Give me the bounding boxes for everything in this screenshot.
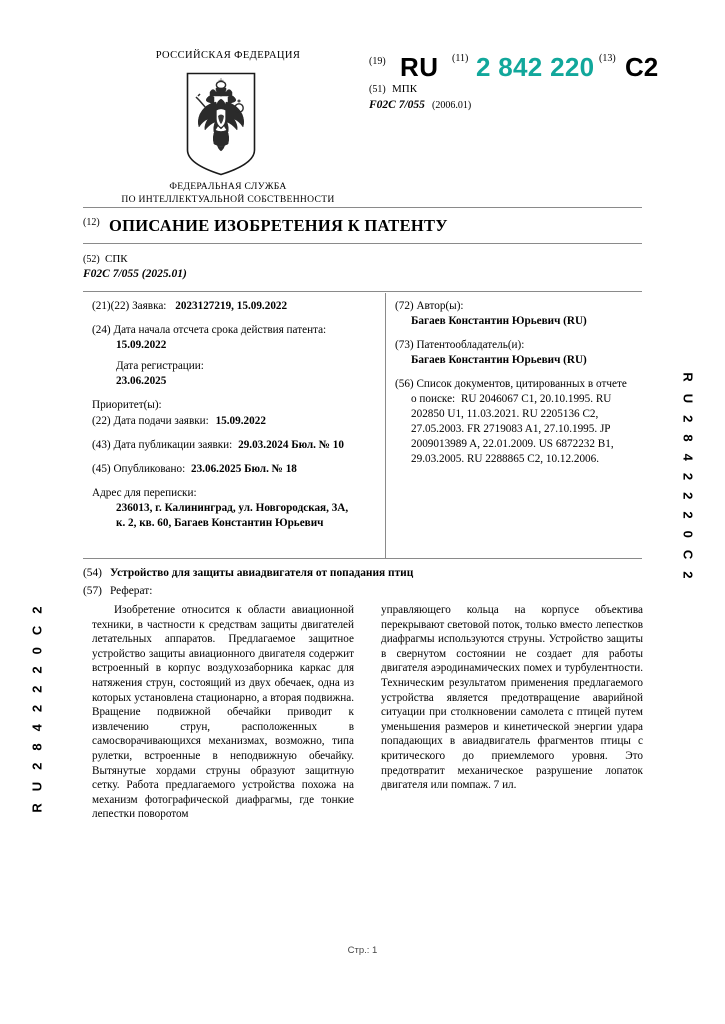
correspondence-line-1: 236013, г. Калининград, ул. Новгородская, 3А, bbox=[116, 502, 349, 514]
holders-value: Багаев Константин Юрьевич (RU) bbox=[411, 354, 587, 366]
holders-label: Патентообладатель(и): bbox=[416, 339, 525, 351]
inid-54: (54) bbox=[83, 567, 102, 579]
ipc-edition: (2006.01) bbox=[432, 100, 472, 111]
inid-12: (12) bbox=[83, 217, 100, 228]
page-title: ОПИСАНИЕ ИЗОБРЕТЕНИЯ К ПАТЕНТУ bbox=[109, 216, 448, 235]
field-registration bbox=[92, 359, 377, 389]
abstract-text-right: управляющего кольца на корпусе объектива перекрывают световой поток, только вместо лепестков диафрагмы используются струны. Устройство защиты в свернутом состоянии не создает для работы двигателя аэродинамических помех и турбулентности. Техническим результатом применения предлагаемого устройства является предотвращение аварийной ситуации при столкновении самолета с птицей путем уменьшения размеров и кинетической энергии удара попадающих в авиадвигатель фрагментов птицы с критического до приемлемого уровня. Это предотвратит механическое разрушение лопаток двигателя или помпаж. 7 ил. bbox=[381, 604, 643, 792]
citations-value: RU 2046067 C1, 20.10.1995. RU 202850 U1, 11.03.2021. RU 2205136 C2, 27.05.2003. FR 2719083 A1, 27.10.1995. JP 2009013989 A, 22.01.2009. US 6872232 B1, 29.03.2005. RU 2288865 C2, 10.12.2006. bbox=[411, 393, 614, 465]
invention-title-row bbox=[83, 567, 643, 579]
agency-line-2: ПО ИНТЕЛЛЕКТУАЛЬНОЙ СОБСТВЕННОСТИ bbox=[121, 194, 335, 205]
authors-label: Автор(ы): bbox=[416, 300, 464, 312]
published-value: 23.06.2025 Бюл. № 18 bbox=[190, 463, 297, 475]
agency-line-1: ФЕДЕРАЛЬНАЯ СЛУЖБА bbox=[169, 181, 287, 192]
divider-under-title bbox=[83, 243, 642, 244]
field-application bbox=[92, 299, 377, 314]
cpc-label: СПК bbox=[105, 253, 128, 265]
abstract-column-right bbox=[381, 603, 643, 822]
term-start-label: Дата начала отсчета срока действия патента: bbox=[113, 324, 327, 336]
kind-code: C2 bbox=[625, 52, 659, 82]
side-patent-number-right: R U 2 8 4 2 2 2 0 C 2 bbox=[680, 372, 696, 583]
inid-45: (45) bbox=[92, 463, 111, 475]
published-label: Опубликовано: bbox=[113, 463, 186, 475]
field-term-start bbox=[92, 323, 377, 353]
application-value: 2023127219, 15.09.2022 bbox=[175, 300, 288, 312]
coat-of-arms-icon bbox=[186, 72, 256, 176]
abstract-columns bbox=[92, 603, 644, 822]
citations-body bbox=[395, 392, 645, 467]
inid-56: (56) bbox=[395, 378, 414, 390]
inid-52: (52) bbox=[83, 254, 100, 265]
inid-13: (13) bbox=[599, 53, 616, 64]
citations-label: Список документов, цитированных в отчете bbox=[416, 378, 627, 390]
inid-73: (73) bbox=[395, 339, 414, 351]
agency-name bbox=[83, 180, 373, 206]
side-patent-number-left: R U 2 8 4 2 2 2 0 C 2 bbox=[29, 602, 45, 813]
priority-header: Приоритет(ы): bbox=[92, 399, 162, 411]
abstract-text-left: Изобретение относится к области авиационной техники, в частности к средствам защиты двигателей летательных аппаратов. Предлагаемое защитное устройство защиты авиационного двигателя содержит встроенный в корпус воздухозаборника каркас для натяжения струн, состоящий из двух обечаек, одна из которых установлена стационарно, а вторая подвижна. Вращение подвижной обечайки приводит к извлечению струн, расположенных в самосворачивающихся механизмах, возможно, типа рулетки, встроенные в неподвижную обечайку. Вытянутые хордами струны образуют защитную сетку. Работа предлагаемого устройства похожа на механизм фотографической диафрагмы, где тонкие лепестки поворотом bbox=[92, 604, 354, 821]
app-publication-label: Дата публикации заявки: bbox=[113, 439, 233, 451]
country-code: RU bbox=[400, 52, 439, 82]
inid-24: (24) bbox=[92, 324, 111, 336]
divider-above-biblio bbox=[83, 291, 642, 292]
inid-43: (43) bbox=[92, 439, 111, 451]
inid-19: (19) bbox=[369, 56, 386, 67]
field-correspondence bbox=[92, 486, 377, 531]
divider-below-biblio bbox=[83, 558, 642, 559]
page-footer: Стр.: 1 bbox=[347, 945, 378, 956]
correspondence-line-2: к. 2, кв. 60, Багаев Константин Юрьевич bbox=[116, 517, 324, 529]
authors-value: Багаев Константин Юрьевич (RU) bbox=[411, 315, 587, 327]
inid-57: (57) bbox=[83, 585, 102, 597]
inid-72: (72) bbox=[395, 300, 414, 312]
invention-title: Устройство для защиты авиадвигателя от попадания птиц bbox=[109, 567, 414, 579]
field-application-publication bbox=[92, 438, 377, 453]
abstract-label-row bbox=[83, 585, 152, 597]
registration-label: Дата регистрации: bbox=[116, 360, 204, 372]
term-start-value: 15.09.2022 bbox=[116, 339, 167, 351]
patent-number: 2 842 220 bbox=[476, 52, 595, 82]
ipc-label: МПК bbox=[392, 83, 418, 95]
inid-51: (51) bbox=[369, 84, 386, 95]
biblio-left-column bbox=[92, 299, 377, 540]
filing-label: Дата подачи заявки: bbox=[113, 415, 209, 427]
cpc-value: F02C 7/055 (2025.01) bbox=[83, 268, 187, 280]
registration-value: 23.06.2025 bbox=[116, 375, 167, 387]
divider-top bbox=[83, 207, 642, 208]
filing-value: 15.09.2022 bbox=[215, 415, 266, 427]
inid-22: (22) bbox=[92, 415, 111, 427]
field-citations bbox=[395, 377, 645, 467]
country-title: РОССИЙСКАЯ ФЕДЕРАЦИЯ bbox=[155, 50, 301, 61]
field-published bbox=[92, 462, 377, 477]
inid-11: (11) bbox=[452, 53, 469, 64]
app-publication-value: 29.03.2024 Бюл. № 10 bbox=[238, 439, 344, 451]
citations-sub-label: о поиске: bbox=[411, 393, 456, 405]
application-label: Заявка: bbox=[132, 300, 167, 312]
abstract-label: Реферат: bbox=[109, 585, 153, 597]
inid-21-22: (21)(22) bbox=[92, 300, 130, 312]
correspondence-label: Адрес для переписки: bbox=[92, 487, 197, 499]
field-authors bbox=[395, 299, 645, 329]
field-filing-date bbox=[92, 414, 377, 429]
abstract-column-left bbox=[92, 603, 354, 822]
biblio-right-column bbox=[395, 299, 645, 476]
biblio-column-divider bbox=[385, 293, 386, 558]
field-holders bbox=[395, 338, 645, 368]
ipc-value: F02C 7/055 bbox=[369, 99, 425, 111]
